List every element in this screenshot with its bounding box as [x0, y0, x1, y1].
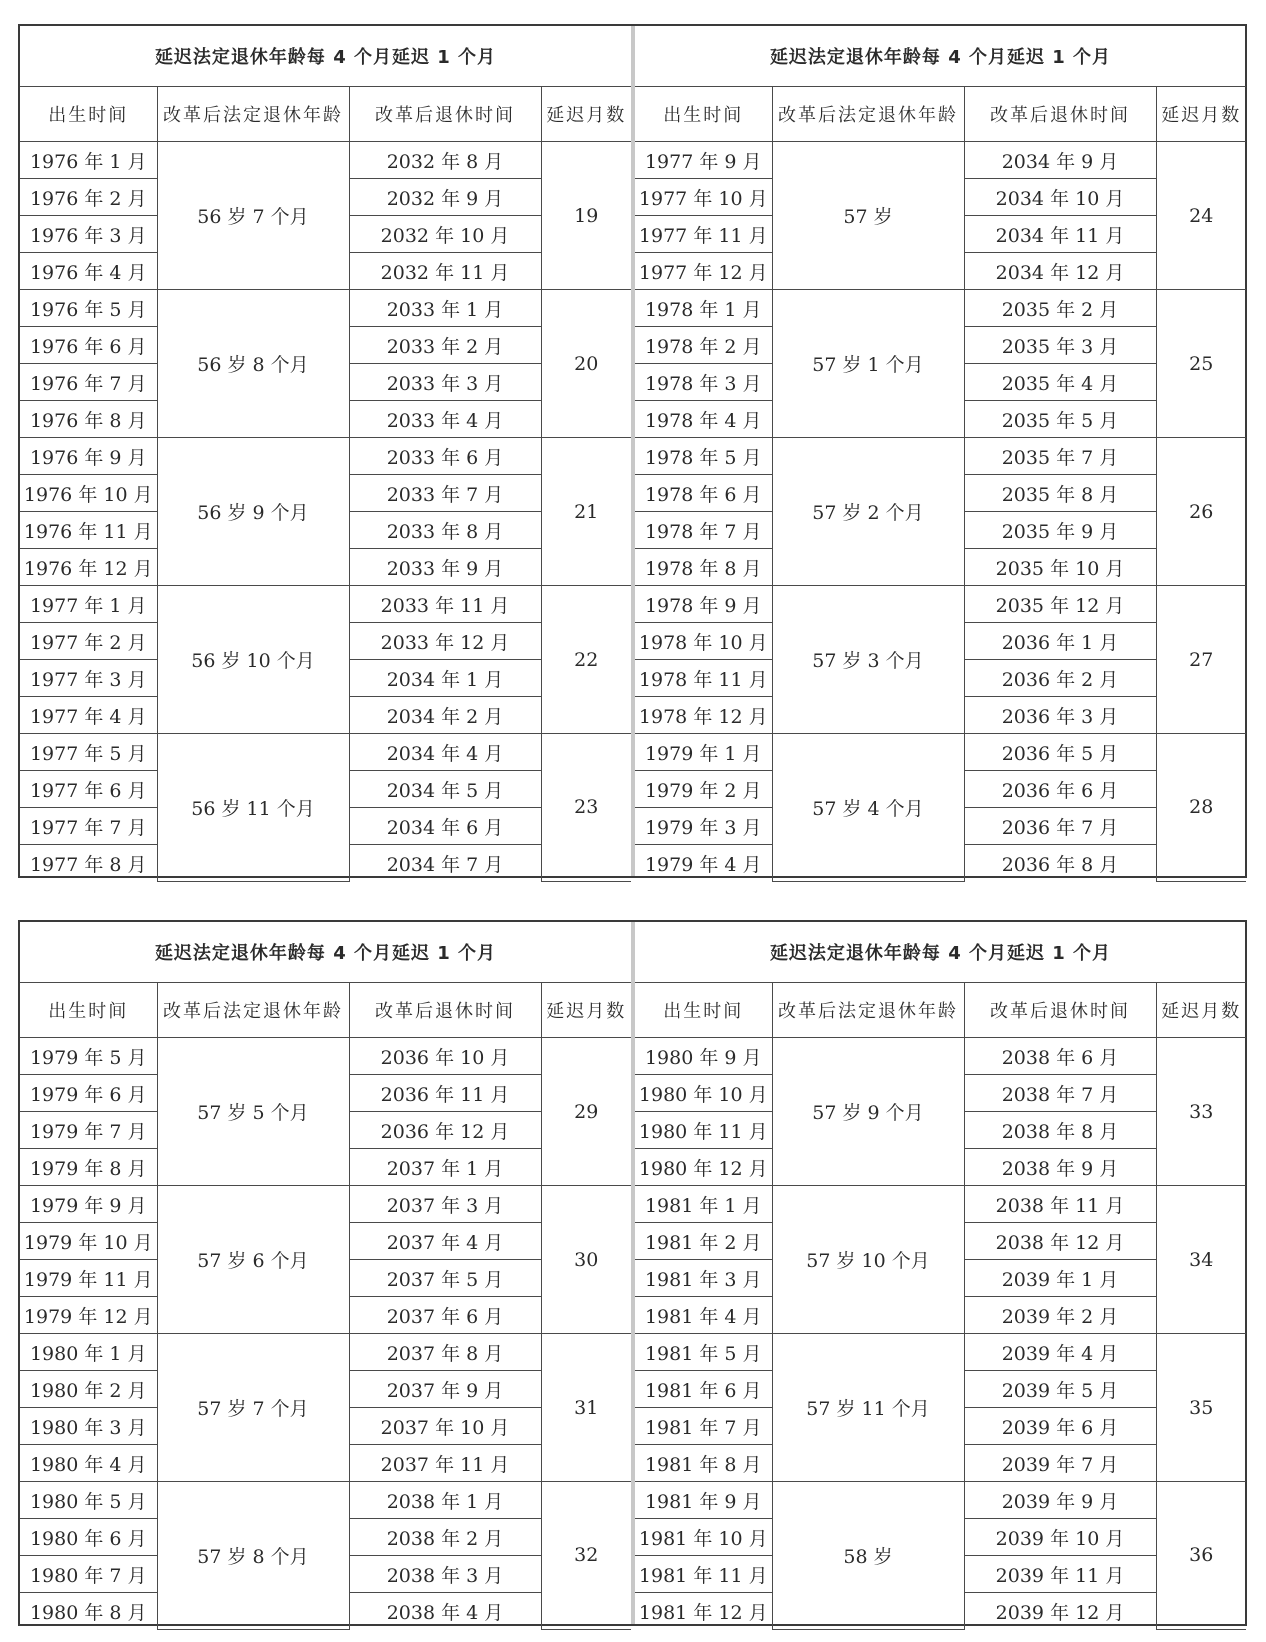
table-row — [20, 438, 631, 475]
delay-months-cell: 22 — [541, 586, 631, 734]
table-title: 延迟法定退休年龄每 4 个月延迟 1 个月 — [635, 26, 1246, 87]
bottom-right-table — [635, 922, 1245, 1624]
birth-date-cell: 1976 年 12 月 — [20, 549, 157, 586]
retirement-age-cell: 57 岁 2 个月 — [772, 438, 964, 586]
retirement-date-cell: 2032 年 8 月 — [349, 142, 541, 179]
birth-date-cell: 1979 年 6 月 — [20, 1075, 157, 1112]
retirement-date-cell: 2037 年 10 月 — [349, 1408, 541, 1445]
retirement-date-cell: 2032 年 11 月 — [349, 253, 541, 290]
retirement-date-cell: 2038 年 4 月 — [349, 1593, 541, 1630]
retirement-date-cell: 2037 年 4 月 — [349, 1223, 541, 1260]
retirement-date-cell: 2039 年 6 月 — [964, 1408, 1156, 1445]
birth-date-cell: 1977 年 2 月 — [20, 623, 157, 660]
birth-date-cell: 1977 年 8 月 — [20, 845, 157, 882]
table-row — [20, 586, 631, 623]
retirement-date-cell: 2038 年 8 月 — [964, 1112, 1156, 1149]
retirement-date-cell: 2036 年 1 月 — [964, 623, 1156, 660]
birth-date-cell: 1976 年 8 月 — [20, 401, 157, 438]
retirement-date-cell: 2038 年 3 月 — [349, 1556, 541, 1593]
retirement-date-cell: 2039 年 9 月 — [964, 1482, 1156, 1519]
delay-months-cell: 33 — [1156, 1038, 1246, 1186]
retirement-age-cell: 56 岁 9 个月 — [157, 438, 349, 586]
birth-date-cell: 1976 年 1 月 — [20, 142, 157, 179]
header-birth-date: 出生时间 — [635, 87, 772, 142]
birth-date-cell: 1981 年 9 月 — [635, 1482, 772, 1519]
retirement-date-cell: 2037 年 6 月 — [349, 1297, 541, 1334]
retirement-date-cell: 2035 年 4 月 — [964, 364, 1156, 401]
retirement-date-cell: 2038 年 12 月 — [964, 1223, 1156, 1260]
birth-date-cell: 1981 年 8 月 — [635, 1445, 772, 1482]
retirement-age-cell: 57 岁 — [772, 142, 964, 290]
birth-date-cell: 1978 年 11 月 — [635, 660, 772, 697]
delay-months-cell: 28 — [1156, 734, 1246, 882]
retirement-date-cell: 2036 年 8 月 — [964, 845, 1156, 882]
header-delay-months: 延迟月数 — [541, 87, 631, 142]
retirement-date-cell: 2039 年 2 月 — [964, 1297, 1156, 1334]
retirement-date-cell: 2033 年 12 月 — [349, 623, 541, 660]
retirement-date-cell: 2035 年 9 月 — [964, 512, 1156, 549]
header-delay-months: 延迟月数 — [1156, 87, 1246, 142]
birth-date-cell: 1977 年 1 月 — [20, 586, 157, 623]
table-row — [635, 734, 1246, 771]
retirement-date-cell: 2034 年 6 月 — [349, 808, 541, 845]
retirement-date-cell: 2034 年 7 月 — [349, 845, 541, 882]
retirement-date-cell: 2033 年 4 月 — [349, 401, 541, 438]
birth-date-cell: 1981 年 10 月 — [635, 1519, 772, 1556]
delay-months-cell: 19 — [541, 142, 631, 290]
table-row — [20, 1186, 631, 1223]
retirement-date-cell: 2038 年 11 月 — [964, 1186, 1156, 1223]
retirement-date-cell: 2033 年 2 月 — [349, 327, 541, 364]
retirement-age-cell: 57 岁 3 个月 — [772, 586, 964, 734]
retirement-date-cell: 2037 年 11 月 — [349, 1445, 541, 1482]
table-row — [20, 142, 631, 179]
table-row — [20, 1334, 631, 1371]
birth-date-cell: 1979 年 3 月 — [635, 808, 772, 845]
header-retirement-age: 改革后法定退休年龄 — [157, 87, 349, 142]
birth-date-cell: 1981 年 5 月 — [635, 1334, 772, 1371]
retirement-date-cell: 2034 年 9 月 — [964, 142, 1156, 179]
table-row — [20, 734, 631, 771]
birth-date-cell: 1976 年 9 月 — [20, 438, 157, 475]
birth-date-cell: 1976 年 5 月 — [20, 290, 157, 327]
birth-date-cell: 1979 年 4 月 — [635, 845, 772, 882]
retirement-date-cell: 2033 年 11 月 — [349, 586, 541, 623]
header-retirement-age: 改革后法定退休年龄 — [157, 983, 349, 1038]
retirement-date-cell: 2039 年 5 月 — [964, 1371, 1156, 1408]
retirement-date-cell: 2038 年 6 月 — [964, 1038, 1156, 1075]
birth-date-cell: 1976 年 3 月 — [20, 216, 157, 253]
birth-date-cell: 1977 年 11 月 — [635, 216, 772, 253]
retirement-date-cell: 2039 年 1 月 — [964, 1260, 1156, 1297]
retirement-date-cell: 2035 年 2 月 — [964, 290, 1156, 327]
birth-date-cell: 1980 年 2 月 — [20, 1371, 157, 1408]
delay-months-cell: 25 — [1156, 290, 1246, 438]
retirement-age-cell: 57 岁 11 个月 — [772, 1334, 964, 1482]
retirement-date-cell: 2036 年 6 月 — [964, 771, 1156, 808]
retirement-date-cell: 2039 年 12 月 — [964, 1593, 1156, 1630]
retirement-date-cell: 2032 年 9 月 — [349, 179, 541, 216]
birth-date-cell: 1979 年 5 月 — [20, 1038, 157, 1075]
delay-months-cell: 32 — [541, 1482, 631, 1630]
header-retirement-date: 改革后退休时间 — [964, 983, 1156, 1038]
birth-date-cell: 1977 年 9 月 — [635, 142, 772, 179]
birth-date-cell: 1977 年 4 月 — [20, 697, 157, 734]
birth-date-cell: 1980 年 1 月 — [20, 1334, 157, 1371]
retirement-date-cell: 2038 年 1 月 — [349, 1482, 541, 1519]
header-delay-months: 延迟月数 — [541, 983, 631, 1038]
birth-date-cell: 1981 年 4 月 — [635, 1297, 772, 1334]
header-delay-months: 延迟月数 — [1156, 983, 1246, 1038]
table-row — [635, 142, 1246, 179]
table-row — [635, 1186, 1246, 1223]
retirement-date-cell: 2035 年 10 月 — [964, 549, 1156, 586]
retirement-date-cell: 2034 年 5 月 — [349, 771, 541, 808]
birth-date-cell: 1981 年 1 月 — [635, 1186, 772, 1223]
retirement-date-cell: 2035 年 12 月 — [964, 586, 1156, 623]
retirement-date-cell: 2032 年 10 月 — [349, 216, 541, 253]
retirement-age-cell: 57 岁 6 个月 — [157, 1186, 349, 1334]
retirement-date-cell: 2033 年 1 月 — [349, 290, 541, 327]
retirement-date-cell: 2039 年 11 月 — [964, 1556, 1156, 1593]
birth-date-cell: 1977 年 3 月 — [20, 660, 157, 697]
table-row — [635, 1482, 1246, 1519]
birth-date-cell: 1977 年 7 月 — [20, 808, 157, 845]
birth-date-cell: 1978 年 9 月 — [635, 586, 772, 623]
retirement-age-cell: 56 岁 11 个月 — [157, 734, 349, 882]
retirement-date-cell: 2033 年 6 月 — [349, 438, 541, 475]
top-right-table — [635, 26, 1245, 876]
retirement-date-cell: 2035 年 5 月 — [964, 401, 1156, 438]
birth-date-cell: 1976 年 11 月 — [20, 512, 157, 549]
birth-date-cell: 1978 年 5 月 — [635, 438, 772, 475]
retirement-age-cell: 56 岁 10 个月 — [157, 586, 349, 734]
delay-months-cell: 27 — [1156, 586, 1246, 734]
birth-date-cell: 1979 年 8 月 — [20, 1149, 157, 1186]
header-retirement-age: 改革后法定退休年龄 — [772, 983, 964, 1038]
retirement-age-cell: 56 岁 8 个月 — [157, 290, 349, 438]
retirement-date-cell: 2039 年 7 月 — [964, 1445, 1156, 1482]
retirement-age-cell: 56 岁 7 个月 — [157, 142, 349, 290]
retirement-date-cell: 2033 年 7 月 — [349, 475, 541, 512]
retirement-age-cell: 57 岁 1 个月 — [772, 290, 964, 438]
birth-date-cell: 1978 年 1 月 — [635, 290, 772, 327]
retirement-age-cell: 57 岁 4 个月 — [772, 734, 964, 882]
retirement-table — [20, 922, 631, 1630]
birth-date-cell: 1979 年 7 月 — [20, 1112, 157, 1149]
birth-date-cell: 1980 年 10 月 — [635, 1075, 772, 1112]
birth-date-cell: 1981 年 2 月 — [635, 1223, 772, 1260]
birth-date-cell: 1980 年 3 月 — [20, 1408, 157, 1445]
birth-date-cell: 1978 年 2 月 — [635, 327, 772, 364]
birth-date-cell: 1980 年 4 月 — [20, 1445, 157, 1482]
birth-date-cell: 1980 年 7 月 — [20, 1556, 157, 1593]
delay-months-cell: 24 — [1156, 142, 1246, 290]
table-row — [20, 1482, 631, 1519]
retirement-date-cell: 2034 年 1 月 — [349, 660, 541, 697]
retirement-age-cell: 58 岁 — [772, 1482, 964, 1630]
birth-date-cell: 1980 年 9 月 — [635, 1038, 772, 1075]
retirement-age-cell: 57 岁 9 个月 — [772, 1038, 964, 1186]
delay-months-cell: 30 — [541, 1186, 631, 1334]
table-row — [20, 290, 631, 327]
retirement-date-cell: 2037 年 5 月 — [349, 1260, 541, 1297]
table-row — [635, 1038, 1246, 1075]
retirement-date-cell: 2034 年 12 月 — [964, 253, 1156, 290]
birth-date-cell: 1981 年 11 月 — [635, 1556, 772, 1593]
birth-date-cell: 1977 年 12 月 — [635, 253, 772, 290]
retirement-date-cell: 2036 年 12 月 — [349, 1112, 541, 1149]
birth-date-cell: 1978 年 10 月 — [635, 623, 772, 660]
birth-date-cell: 1976 年 10 月 — [20, 475, 157, 512]
retirement-date-cell: 2034 年 2 月 — [349, 697, 541, 734]
delay-months-cell: 29 — [541, 1038, 631, 1186]
birth-date-cell: 1976 年 6 月 — [20, 327, 157, 364]
table-row — [635, 290, 1246, 327]
birth-date-cell: 1979 年 1 月 — [635, 734, 772, 771]
table-row — [635, 586, 1246, 623]
retirement-date-cell: 2035 年 8 月 — [964, 475, 1156, 512]
birth-date-cell: 1980 年 5 月 — [20, 1482, 157, 1519]
birth-date-cell: 1976 年 4 月 — [20, 253, 157, 290]
delay-months-cell: 36 — [1156, 1482, 1246, 1630]
retirement-date-cell: 2034 年 10 月 — [964, 179, 1156, 216]
delay-months-cell: 20 — [541, 290, 631, 438]
table-row — [635, 1334, 1246, 1371]
birth-date-cell: 1977 年 5 月 — [20, 734, 157, 771]
bottom-panel — [18, 920, 1247, 1626]
birth-date-cell: 1980 年 11 月 — [635, 1112, 772, 1149]
birth-date-cell: 1977 年 6 月 — [20, 771, 157, 808]
retirement-date-cell: 2036 年 11 月 — [349, 1075, 541, 1112]
retirement-age-cell: 57 岁 7 个月 — [157, 1334, 349, 1482]
birth-date-cell: 1978 年 12 月 — [635, 697, 772, 734]
retirement-date-cell: 2037 年 3 月 — [349, 1186, 541, 1223]
retirement-date-cell: 2033 年 9 月 — [349, 549, 541, 586]
delay-months-cell: 35 — [1156, 1334, 1246, 1482]
table-row — [635, 438, 1246, 475]
header-retirement-date: 改革后退休时间 — [349, 87, 541, 142]
birth-date-cell: 1980 年 6 月 — [20, 1519, 157, 1556]
retirement-date-cell: 2036 年 5 月 — [964, 734, 1156, 771]
table-row — [20, 1038, 631, 1075]
retirement-date-cell: 2033 年 3 月 — [349, 364, 541, 401]
retirement-date-cell: 2035 年 7 月 — [964, 438, 1156, 475]
delay-months-cell: 34 — [1156, 1186, 1246, 1334]
retirement-date-cell: 2037 年 1 月 — [349, 1149, 541, 1186]
retirement-date-cell: 2038 年 2 月 — [349, 1519, 541, 1556]
delay-months-cell: 21 — [541, 438, 631, 586]
birth-date-cell: 1978 年 3 月 — [635, 364, 772, 401]
retirement-table — [635, 922, 1246, 1630]
header-retirement-date: 改革后退休时间 — [349, 983, 541, 1038]
delay-months-cell: 31 — [541, 1334, 631, 1482]
birth-date-cell: 1977 年 10 月 — [635, 179, 772, 216]
retirement-date-cell: 2039 年 10 月 — [964, 1519, 1156, 1556]
birth-date-cell: 1980 年 8 月 — [20, 1593, 157, 1630]
retirement-age-cell: 57 岁 10 个月 — [772, 1186, 964, 1334]
birth-date-cell: 1981 年 7 月 — [635, 1408, 772, 1445]
retirement-date-cell: 2034 年 4 月 — [349, 734, 541, 771]
header-birth-date: 出生时间 — [20, 983, 157, 1038]
retirement-date-cell: 2036 年 2 月 — [964, 660, 1156, 697]
retirement-date-cell: 2038 年 9 月 — [964, 1149, 1156, 1186]
birth-date-cell: 1978 年 7 月 — [635, 512, 772, 549]
retirement-date-cell: 2033 年 8 月 — [349, 512, 541, 549]
birth-date-cell: 1979 年 2 月 — [635, 771, 772, 808]
retirement-date-cell: 2035 年 3 月 — [964, 327, 1156, 364]
retirement-date-cell: 2036 年 7 月 — [964, 808, 1156, 845]
table-title: 延迟法定退休年龄每 4 个月延迟 1 个月 — [20, 26, 631, 87]
retirement-date-cell: 2036 年 10 月 — [349, 1038, 541, 1075]
header-birth-date: 出生时间 — [20, 87, 157, 142]
birth-date-cell: 1976 年 2 月 — [20, 179, 157, 216]
birth-date-cell: 1981 年 3 月 — [635, 1260, 772, 1297]
bottom-left-table — [20, 922, 631, 1624]
header-retirement-age: 改革后法定退休年龄 — [772, 87, 964, 142]
retirement-date-cell: 2034 年 11 月 — [964, 216, 1156, 253]
header-birth-date: 出生时间 — [635, 983, 772, 1038]
retirement-date-cell: 2039 年 4 月 — [964, 1334, 1156, 1371]
retirement-date-cell: 2038 年 7 月 — [964, 1075, 1156, 1112]
birth-date-cell: 1978 年 8 月 — [635, 549, 772, 586]
birth-date-cell: 1978 年 4 月 — [635, 401, 772, 438]
delay-months-cell: 26 — [1156, 438, 1246, 586]
retirement-age-cell: 57 岁 8 个月 — [157, 1482, 349, 1630]
birth-date-cell: 1981 年 6 月 — [635, 1371, 772, 1408]
header-retirement-date: 改革后退休时间 — [964, 87, 1156, 142]
retirement-date-cell: 2037 年 9 月 — [349, 1371, 541, 1408]
table-title: 延迟法定退休年龄每 4 个月延迟 1 个月 — [20, 922, 631, 983]
birth-date-cell: 1980 年 12 月 — [635, 1149, 772, 1186]
birth-date-cell: 1979 年 9 月 — [20, 1186, 157, 1223]
birth-date-cell: 1978 年 6 月 — [635, 475, 772, 512]
top-left-table — [20, 26, 631, 876]
birth-date-cell: 1981 年 12 月 — [635, 1593, 772, 1630]
retirement-table — [20, 26, 631, 882]
retirement-date-cell: 2036 年 3 月 — [964, 697, 1156, 734]
retirement-date-cell: 2037 年 8 月 — [349, 1334, 541, 1371]
table-title: 延迟法定退休年龄每 4 个月延迟 1 个月 — [635, 922, 1246, 983]
birth-date-cell: 1979 年 10 月 — [20, 1223, 157, 1260]
delay-months-cell: 23 — [541, 734, 631, 882]
birth-date-cell: 1976 年 7 月 — [20, 364, 157, 401]
top-panel — [18, 24, 1247, 878]
retirement-table — [635, 26, 1246, 882]
birth-date-cell: 1979 年 12 月 — [20, 1297, 157, 1334]
birth-date-cell: 1979 年 11 月 — [20, 1260, 157, 1297]
retirement-age-cell: 57 岁 5 个月 — [157, 1038, 349, 1186]
